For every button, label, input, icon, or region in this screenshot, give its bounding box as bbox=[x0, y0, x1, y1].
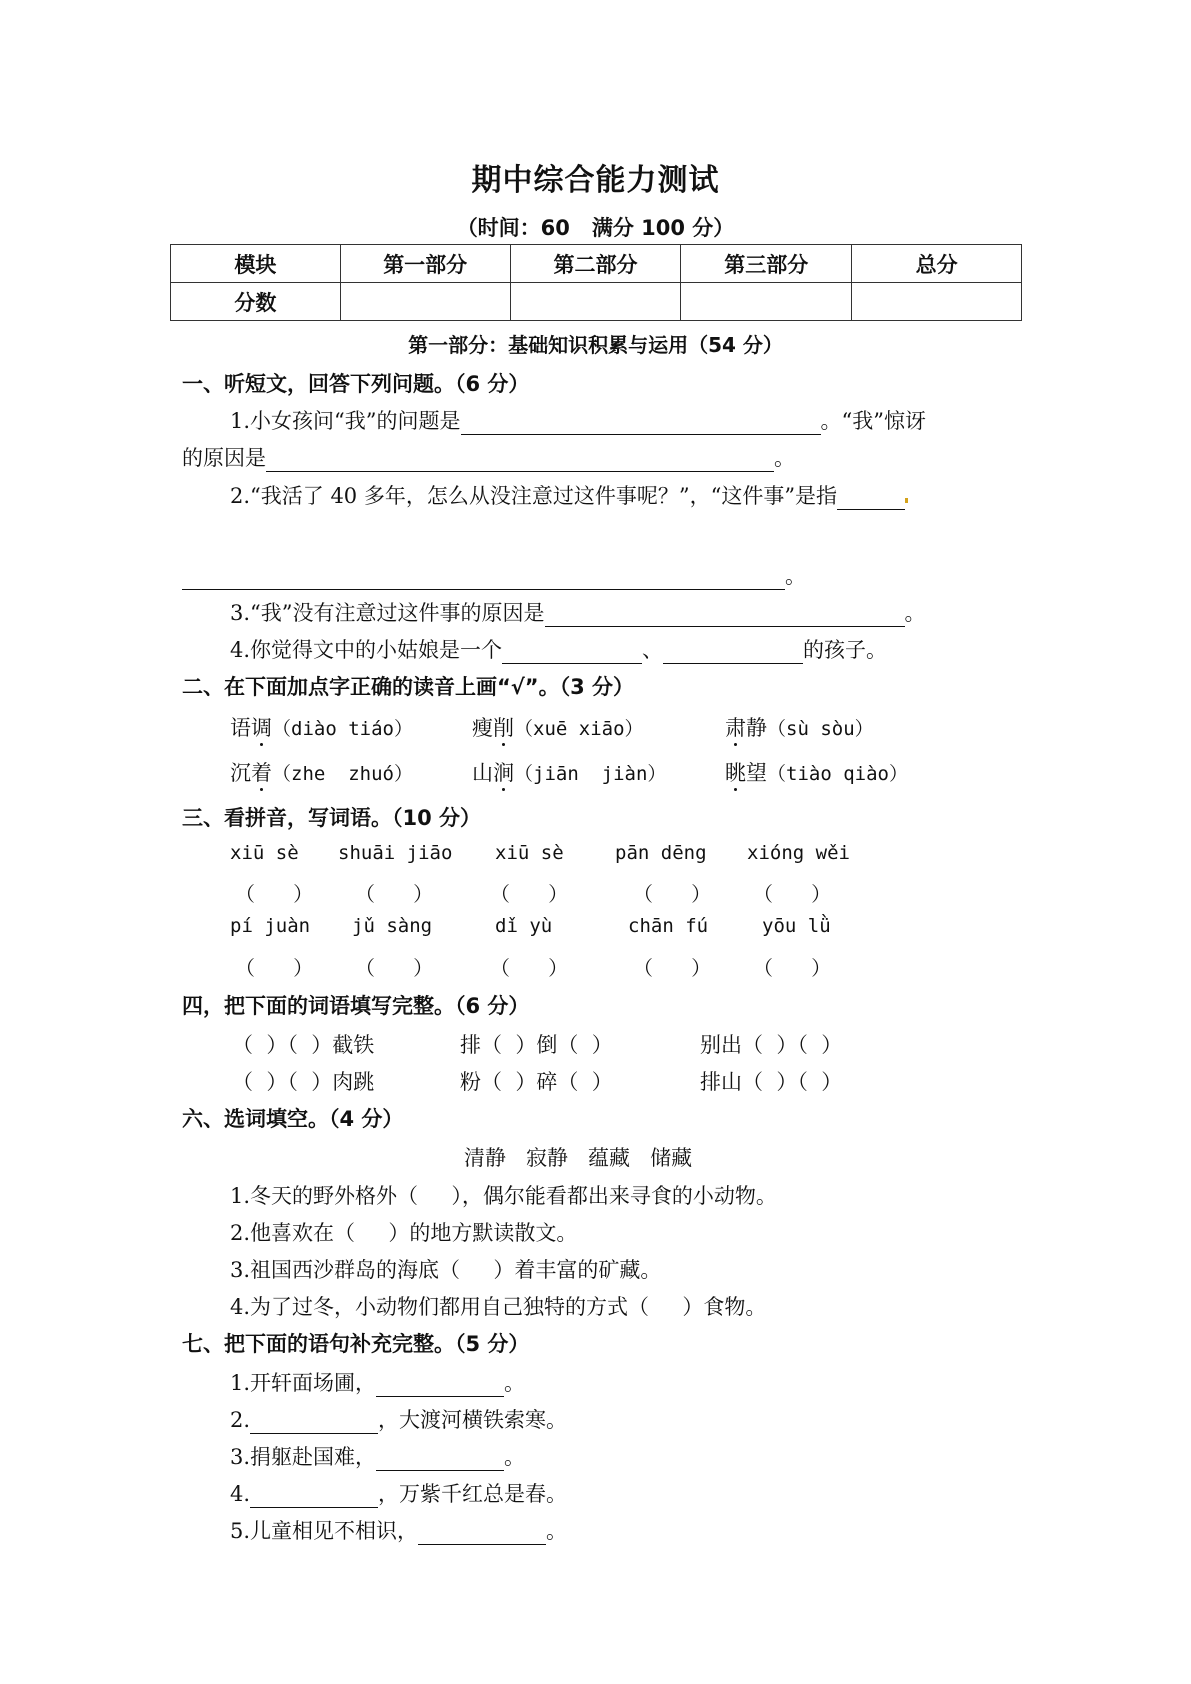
pinyin-options: （sù sòu） bbox=[767, 718, 874, 740]
dotted-char: 肃 bbox=[725, 716, 746, 740]
q4-answer-blank-1[interactable] bbox=[502, 643, 642, 664]
q1-text-c: 的原因是 bbox=[182, 446, 266, 470]
header-part3: 第三部分 bbox=[681, 245, 852, 283]
section6-heading: 六、选词填空。（4 分） bbox=[182, 1107, 404, 1131]
idiom-6[interactable]: 排山（ ）（ ） bbox=[700, 1070, 843, 1094]
score-cell-part1[interactable] bbox=[340, 283, 510, 321]
q2-text: 2.“我活了 40 多年，怎么从没注意过这件事呢？”，“这件事”是指 bbox=[230, 484, 838, 508]
q4-answer-blank-2[interactable] bbox=[663, 643, 803, 664]
word-char: 山 bbox=[472, 761, 493, 785]
q2-answer-blank-2[interactable] bbox=[182, 569, 785, 590]
poem-item-4 bbox=[230, 1478, 567, 1508]
pinyin-prompt-10: yōu lǜ bbox=[762, 915, 831, 937]
fill-item-2[interactable]: 2.他喜欢在（ ）的地方默读散文。 bbox=[230, 1221, 578, 1245]
q1-text-b: 。“我”惊讶 bbox=[820, 409, 926, 433]
question-4 bbox=[230, 634, 887, 664]
word-bank: 清静 寂静 蕴藏 储藏 bbox=[464, 1146, 693, 1170]
idiom-2[interactable]: 排（ ）倒（ ） bbox=[460, 1033, 613, 1057]
pinyin-options: （jiān jiàn） bbox=[514, 763, 667, 785]
pinyin-prompt-4: pān dēng bbox=[615, 842, 707, 864]
poem-item-1 bbox=[230, 1367, 525, 1397]
pinyin-prompt-5: xióng wěi bbox=[747, 842, 850, 864]
poem-item-2 bbox=[230, 1404, 567, 1434]
pinyin-prompt-2: shuāi jiāo bbox=[338, 842, 453, 864]
word-char: 沉 bbox=[230, 761, 251, 785]
pinyin-options: （xuē xiāo） bbox=[514, 718, 644, 740]
q3-end: 。 bbox=[904, 601, 926, 625]
poem-item-5 bbox=[230, 1515, 567, 1545]
header-part2: 第二部分 bbox=[510, 245, 681, 283]
dotted-char: 着 bbox=[251, 761, 272, 785]
score-table bbox=[170, 244, 1022, 321]
idiom-4[interactable]: （ ）（ ）肉跳 bbox=[232, 1070, 375, 1094]
fill-item-3[interactable]: 3.祖国西沙群岛的海底（ ）着丰富的矿藏。 bbox=[230, 1258, 662, 1282]
score-cell-total[interactable] bbox=[852, 283, 1022, 321]
idiom-1[interactable]: （ ）（ ）截铁 bbox=[232, 1033, 375, 1057]
poem-end: 。 bbox=[504, 1445, 526, 1469]
stray-mark bbox=[905, 498, 908, 503]
poem-text: 2. bbox=[230, 1408, 251, 1432]
pinyin-item-2[interactable] bbox=[472, 712, 644, 742]
header-part1: 第一部分 bbox=[340, 245, 510, 283]
answer-box-7[interactable]: （ ） bbox=[355, 956, 434, 980]
pinyin-options: （diào tiáo） bbox=[272, 718, 413, 740]
pinyin-item-1[interactable] bbox=[230, 712, 413, 742]
exam-info: （时间：60 满分 100 分） bbox=[456, 216, 735, 240]
section7-heading: 七、把下面的语句补充完整。（5 分） bbox=[182, 1332, 530, 1356]
word-char: 语 bbox=[230, 716, 251, 740]
page-title: 期中综合能力测试 bbox=[471, 163, 720, 198]
poem-end: ，大渡河横铁索寒。 bbox=[378, 1408, 568, 1432]
answer-box-10[interactable]: （ ） bbox=[753, 956, 832, 980]
part1-title: 第一部分：基础知识积累与运用（54 分） bbox=[408, 333, 783, 357]
answer-box-2[interactable]: （ ） bbox=[355, 882, 434, 906]
row-label-score: 分数 bbox=[171, 283, 341, 321]
score-cell-part3[interactable] bbox=[681, 283, 852, 321]
dotted-char: 削 bbox=[493, 716, 514, 740]
header-total: 总分 bbox=[852, 245, 1022, 283]
poem-end: 。 bbox=[546, 1519, 568, 1543]
q4-text: 4.你觉得文中的小姑娘是一个 bbox=[230, 638, 503, 662]
poem-blank-5[interactable] bbox=[418, 1524, 546, 1545]
answer-box-8[interactable]: （ ） bbox=[490, 956, 569, 980]
pinyin-prompt-8: dǐ yù bbox=[495, 915, 553, 937]
dotted-char: 调 bbox=[251, 716, 272, 740]
word-char: 瘦 bbox=[472, 716, 493, 740]
section4-heading: 四，把下面的词语填写完整。（6 分） bbox=[182, 994, 530, 1018]
pinyin-prompt-7: jǔ sàng bbox=[352, 915, 433, 937]
question-2-cont bbox=[182, 560, 806, 590]
poem-blank-1[interactable] bbox=[376, 1376, 504, 1397]
answer-box-5[interactable]: （ ） bbox=[753, 882, 832, 906]
question-1-cont bbox=[182, 442, 795, 472]
q1-answer-blank-2[interactable] bbox=[266, 451, 774, 472]
word-char: 静 bbox=[746, 716, 767, 740]
q4-sep: 、 bbox=[642, 638, 664, 662]
pinyin-item-4[interactable] bbox=[230, 757, 413, 787]
dotted-char: 眺 bbox=[725, 761, 746, 785]
pinyin-prompt-1: xiū sè bbox=[230, 842, 299, 864]
q1-text: 1.小女孩问“我”的问题是 bbox=[230, 409, 461, 433]
q3-answer-blank[interactable] bbox=[545, 606, 905, 627]
pinyin-item-6[interactable] bbox=[725, 757, 908, 787]
poem-end: ，万紫千红总是春。 bbox=[378, 1482, 568, 1506]
section1-heading: 一、听短文，回答下列问题。（6 分） bbox=[182, 372, 530, 396]
question-2 bbox=[230, 480, 908, 510]
poem-text: 5.儿童相见不相识， bbox=[230, 1519, 419, 1543]
score-cell-part2[interactable] bbox=[510, 283, 681, 321]
q1-answer-blank-1[interactable] bbox=[461, 414, 821, 435]
section3-heading: 三、看拼音，写词语。（10 分） bbox=[182, 806, 482, 830]
pinyin-prompt-6: pí juàn bbox=[230, 915, 311, 937]
q3-text: 3.“我”没有注意过这件事的原因是 bbox=[230, 601, 545, 625]
score-table-header-row bbox=[171, 245, 1022, 283]
answer-box-3[interactable]: （ ） bbox=[490, 882, 569, 906]
q2-end: 。 bbox=[785, 564, 806, 588]
pinyin-options: （zhe zhuó） bbox=[272, 763, 413, 785]
fill-item-4[interactable]: 4.为了过冬，小动物们都用自己独特的方式（ ）食物。 bbox=[230, 1295, 767, 1319]
poem-blank-4[interactable] bbox=[250, 1487, 378, 1508]
idiom-5[interactable]: 粉（ ）碎（ ） bbox=[460, 1070, 613, 1094]
pinyin-item-3[interactable] bbox=[725, 712, 874, 742]
score-table-score-row bbox=[171, 283, 1022, 321]
answer-box-6[interactable]: （ ） bbox=[235, 956, 314, 980]
q2-answer-blank-1[interactable] bbox=[837, 489, 905, 510]
q4-end: 的孩子。 bbox=[803, 638, 888, 662]
answer-box-4[interactable]: （ ） bbox=[633, 882, 712, 906]
poem-text: 1.开轩面场圃， bbox=[230, 1371, 377, 1395]
poem-item-3 bbox=[230, 1441, 525, 1471]
poem-text: 3.捐躯赴国难， bbox=[230, 1445, 377, 1469]
poem-blank-3[interactable] bbox=[376, 1450, 504, 1471]
pinyin-options: （tiào qiào） bbox=[767, 763, 908, 785]
pinyin-prompt-9: chān fú bbox=[628, 915, 709, 937]
question-3 bbox=[230, 597, 926, 627]
question-1 bbox=[230, 405, 926, 435]
fill-item-1[interactable]: 1.冬天的野外格外（ ），偶尔能看都出来寻食的小动物。 bbox=[230, 1184, 777, 1208]
dotted-char: 涧 bbox=[493, 761, 514, 785]
q1-end: 。 bbox=[774, 446, 795, 470]
pinyin-item-5[interactable] bbox=[472, 757, 666, 787]
word-char: 望 bbox=[746, 761, 767, 785]
poem-blank-2[interactable] bbox=[250, 1413, 378, 1434]
poem-end: 。 bbox=[504, 1371, 526, 1395]
answer-box-1[interactable]: （ ） bbox=[235, 882, 314, 906]
pinyin-prompt-3: xiū sè bbox=[495, 842, 564, 864]
idiom-3[interactable]: 别出（ ）（ ） bbox=[700, 1033, 843, 1057]
header-module: 模块 bbox=[171, 245, 341, 283]
answer-box-9[interactable]: （ ） bbox=[633, 956, 712, 980]
poem-text: 4. bbox=[230, 1482, 251, 1506]
section2-heading: 二、在下面加点字正确的读音上画“√”。（3 分） bbox=[182, 675, 635, 699]
